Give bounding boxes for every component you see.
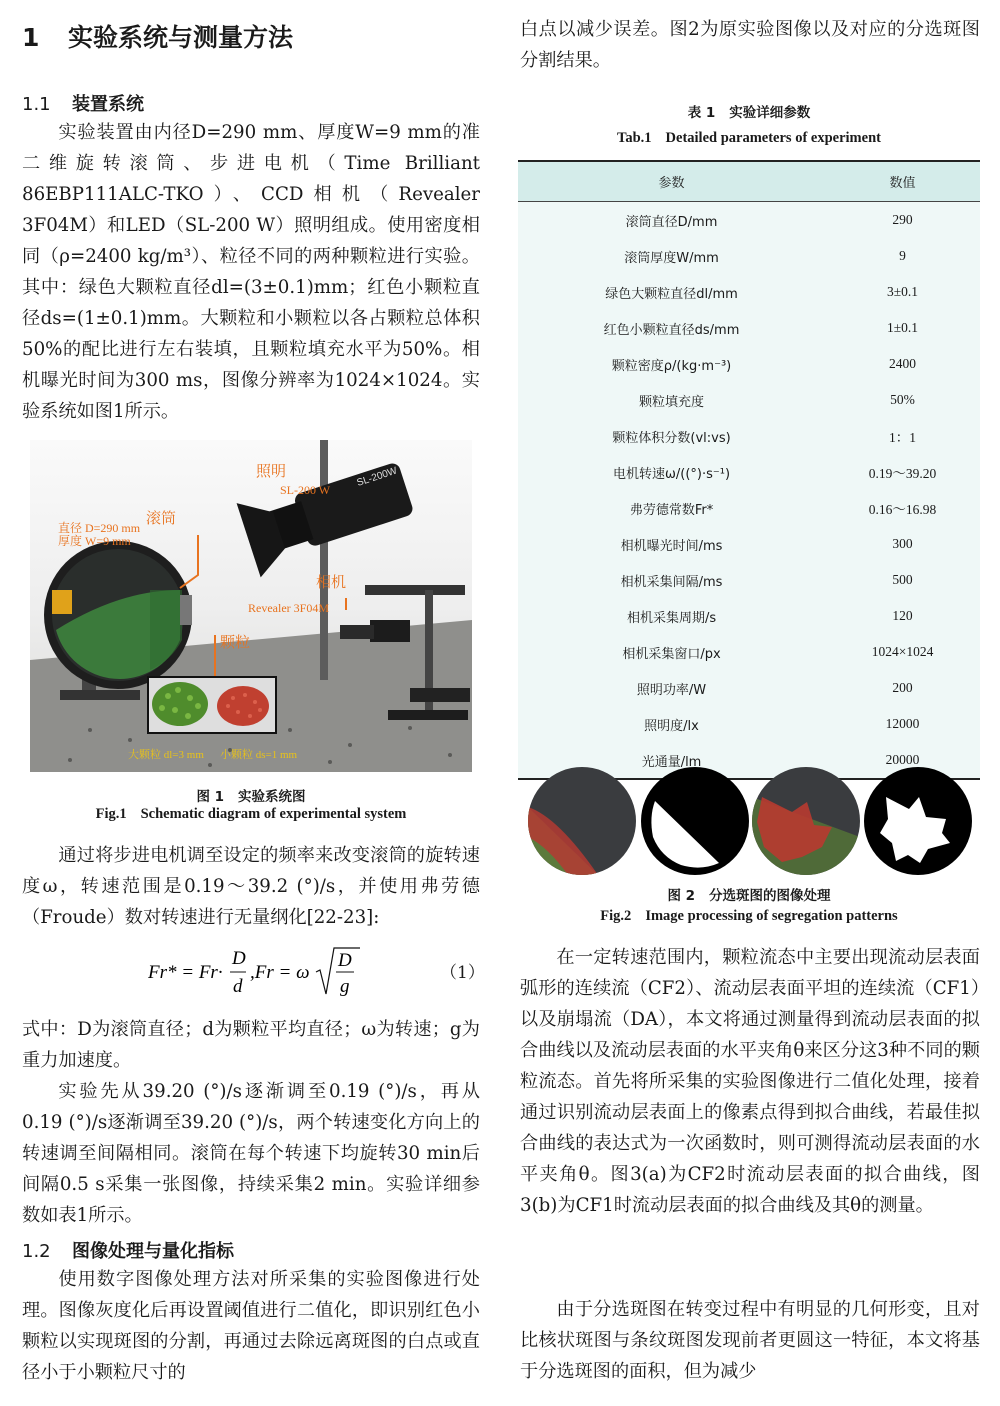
formula-frac2-den: g (340, 976, 350, 997)
paragraph-image-processing: 使用数字图像处理方法对所采集的实验图像进行处理。图像灰度化后再设置阈值进行二值化，即识别红色小颗粒以实现斑图的分割，再通过去除远离斑图的白点或直径小于小颗粒尺寸的 (22, 1269, 480, 1383)
param-name: 相机曝光时间/ms (620, 538, 723, 554)
raw-image-2-graphic (752, 767, 860, 875)
param-name: 照明度/lx (644, 718, 699, 734)
camera-model-label: Revealer 3F04M (248, 601, 329, 615)
figure-2-label-cn: 图 2 (667, 888, 696, 904)
param-name: 照明功率/W (636, 682, 707, 698)
param-value: 9 (899, 248, 906, 263)
particles-label: 颗粒 (220, 633, 251, 651)
param-name: 相机采集间隔/ms (620, 574, 723, 590)
param-value: 1±0.1 (887, 320, 919, 335)
formula-frac1-num: D (232, 948, 246, 969)
table-1-caption-en (518, 130, 980, 147)
figure-1-label-cn: 图 1 (196, 789, 225, 805)
param-name: 滚筒厚度W/mm (624, 250, 719, 266)
segmented-image-1-graphic (641, 767, 749, 875)
paragraph-flow-regimes: 在一定转速范围内，颗粒流态中主要出现流动层表面弧形的连续流（CF2）、流动层表面平坦的连续流（CF1）以及崩塌流（DA），本文将通过测量得到流动层表面的拟合曲线以及流动层表面的水平夹角θ来区分这3种不同的颗粒流态。首先将所采集的实验图像进行二值化处理，接着通过识别流动层表面上的像素点得到拟合曲线，若最佳拟合曲线的表达式为一次函数时，则可测得流动层表面的水平夹角θ。图3(a)为CF2时流动层表面的拟合曲线，图3(b)为CF1时流动层表面的拟合曲线及其θ的测量。 (520, 947, 980, 1216)
paragraph-pattern-area: 由于分选斑图在转变过程中有明显的几何形变，且对比核状斑图与条纹斑图发现前者更圆这一特征，本文将基于分选斑图的面积，但为减少 (520, 1299, 980, 1382)
paragraph-symbols: 式中：D为滚筒直径；d为颗粒平均直径；ω为转速；g为重力加速度。 (22, 1019, 480, 1071)
table-row (518, 346, 980, 382)
subsection-heading-1-2 (22, 1237, 234, 1263)
param-value: 120 (892, 608, 913, 623)
param-value: 12000 (885, 716, 920, 731)
drum-dimension-label-1: 直径 D=290 mm (58, 521, 141, 535)
figure-2-caption-en (518, 908, 980, 925)
subsection-heading-1-1 (22, 90, 144, 116)
table-row (518, 454, 980, 490)
figure-2-title-en: Image processing of segregation patterns (645, 908, 898, 924)
drum-label: 滚筒 (146, 509, 177, 527)
lighting-label: 照明 (256, 462, 287, 480)
raw-image-disc-2 (752, 767, 860, 875)
formula-frac1-den: d (233, 976, 243, 997)
table-row (518, 670, 980, 706)
formula-graphic (148, 942, 448, 1002)
parameters-table (518, 160, 980, 780)
small-particle-label: 小颗粒 ds=1 mm (220, 749, 298, 761)
table-1-title-cn: 实验详细参数 (729, 105, 811, 121)
segmented-image-2-graphic (864, 767, 972, 875)
table-row (518, 274, 980, 310)
param-name: 颗粒填充度 (639, 394, 705, 410)
table-row (518, 238, 980, 274)
lamp-model-text: SL-200W (355, 465, 399, 489)
table-row (518, 310, 980, 346)
segmented-image-disc-1 (641, 767, 749, 875)
formula-frac2-num: D (338, 950, 352, 971)
subsection-title: 装置系统 (72, 94, 144, 115)
table-1-title-en: Detailed parameters of experiment (665, 130, 881, 146)
table-row (518, 562, 980, 598)
figure-1-title-cn: 实验系统图 (238, 789, 306, 805)
param-name: 相机采集周期/s (626, 610, 717, 626)
table-row (518, 706, 980, 742)
header-value: 数值 (825, 161, 980, 202)
param-value: 0.16～16.98 (868, 502, 937, 517)
param-name: 滚筒直径D/mm (625, 214, 718, 230)
drum-dimension-label-2: 厚度 W=9 mm (58, 534, 131, 548)
lighting-model-label: SL-200 W (280, 483, 331, 497)
param-value: 300 (892, 536, 913, 551)
table-row (518, 634, 980, 670)
figure-1-label-en: Fig.1 (95, 806, 127, 822)
paragraph-procedure: 实验先从39.20 (°)/s逐渐调至0.19 (°)/s，再从0.19 (°)/s逐渐调至39.20 (°)/s，两个转速变化方向上的转速调至间隔相同。滚筒在每个转速下均旋转30 min后间隔0.5 s采集一张图像，持续采集2 min。实验详细参数如表1所示。 (22, 1081, 480, 1226)
table-row (518, 202, 980, 239)
param-name: 弗劳德常数Fr* (629, 502, 714, 518)
table-1-label-cn: 表 1 (687, 105, 716, 121)
param-name: 光通量/lm (518, 742, 825, 779)
section-title: 实验系统与测量方法 (68, 23, 294, 52)
figure-2-caption-cn (518, 884, 980, 904)
paragraph-apparatus: 实验装置由内径D=290 mm、厚度W=9 mm的准二维旋转滚筒、步进电机（Time Brilliant 86EBP111ALC-TKO）、CCD相机（Revealer 3F04M）和LED（SL-200 W）照明组成。使用密度相同（ρ=2400 kg/m³）、粒径不同的两种颗粒进行实验。其中：绿色大颗粒直径dl=(3±0.1)mm；红色小颗粒直径ds=(1±0.1)mm。大颗粒和小颗粒以各占颗粒总体积50%的配比进行左右装填，且颗粒填充水平为50%。相机曝光时间为300 ms，图像分辨率为1024×1024。实验系统如图1所示。 (22, 122, 480, 422)
header-parameter: 参数 (518, 161, 825, 202)
param-value: 500 (892, 572, 913, 587)
table-row (518, 490, 980, 526)
table-header-row (518, 161, 980, 202)
param-name: 红色小颗粒直径ds/mm (603, 322, 740, 338)
raw-image-disc-1 (528, 767, 636, 875)
table-row (518, 598, 980, 634)
param-value: 20000 (825, 742, 980, 779)
param-value: 1024×1024 (871, 644, 934, 659)
formula-mid: ,Fr = ω (250, 962, 310, 983)
equation-number: （1） (440, 963, 485, 983)
table-row (518, 526, 980, 562)
formula-lhs: Fr* = Fr· (148, 962, 223, 983)
section-number: 1 (22, 23, 40, 52)
table-row (518, 418, 980, 454)
subsection-title: 图像处理与量化指标 (72, 1241, 234, 1262)
param-value: 3±0.1 (887, 284, 919, 299)
param-name: 相机采集窗口/px (622, 646, 721, 662)
figure-2-title-cn: 分选斑图的图像处理 (709, 888, 831, 904)
experimental-system-photo (30, 440, 472, 772)
param-name: 颗粒密度ρ/(kg·m⁻³) (611, 358, 732, 374)
param-value: 290 (892, 212, 913, 227)
paragraph-rotation-speed: 通过将步进电机调至设定的频率来改变滚筒的旋转速度ω，转速范围是0.19～39.2 (°)/s，并使用弗劳德（Froude）数对转速进行无量纲化[22-23]: (22, 845, 480, 928)
param-value: 0.19～39.20 (868, 466, 937, 481)
param-name: 颗粒体积分数(vl:vs) (612, 430, 731, 446)
subsection-number: 1.1 (22, 94, 51, 115)
table-row (518, 382, 980, 418)
param-value: 1：1 (889, 430, 917, 445)
subsection-number: 1.2 (22, 1241, 51, 1262)
param-value: 200 (892, 680, 913, 695)
figure-1-caption-cn (22, 785, 480, 805)
param-value: 50% (890, 392, 915, 407)
large-particle-label: 大颗粒 dl=3 mm (128, 749, 204, 761)
froude-formula (148, 942, 448, 1002)
table-1-label-en: Tab.1 (617, 130, 652, 146)
raw-image-1-graphic (528, 767, 636, 875)
param-name: 绿色大颗粒直径dl/mm (605, 286, 738, 302)
param-name: 电机转速ω/((°)·s⁻¹) (613, 466, 731, 482)
figure-1-title-en: Schematic diagram of experimental system (140, 806, 407, 822)
figure-1-caption-en (22, 806, 480, 823)
camera-label: 相机 (316, 573, 347, 591)
section-heading (22, 18, 293, 54)
paragraph-continued: 白点以减少误差。图2为原实验图像以及对应的分选斑图分割结果。 (520, 19, 980, 71)
segmented-image-disc-2 (864, 767, 972, 875)
table-1-caption-cn (518, 101, 980, 121)
figure-2-label-en: Fig.2 (600, 908, 632, 924)
param-value: 2400 (889, 356, 917, 371)
